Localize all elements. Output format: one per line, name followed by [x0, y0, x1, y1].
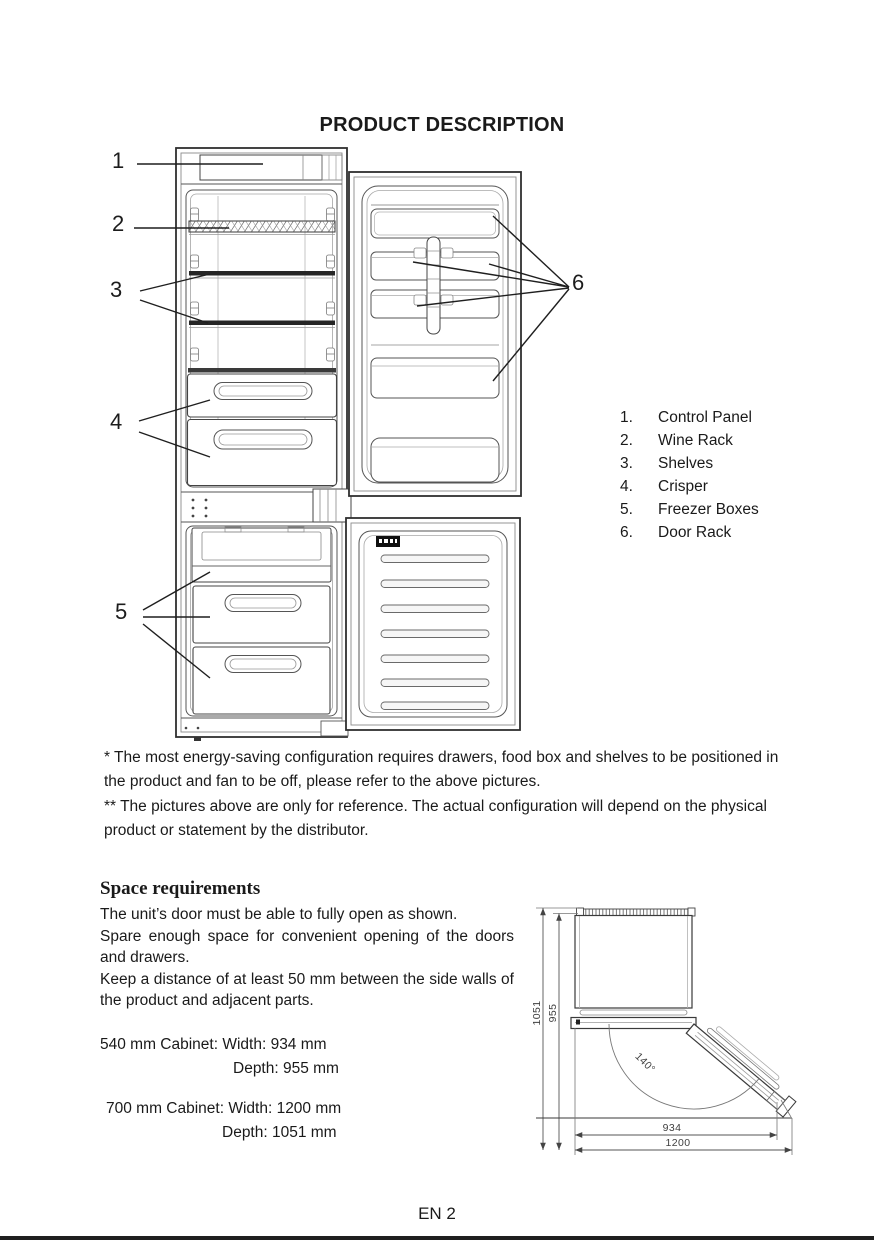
callout-1: 1 — [112, 148, 125, 173]
legend-item-shelves — [620, 453, 759, 476]
cabinet-dimensions — [100, 1033, 341, 1145]
crisper-drawers — [188, 374, 337, 486]
top-view-cabinet — [571, 908, 696, 1029]
callout-5: 5 — [115, 599, 128, 624]
legend-item-wine-rack — [620, 430, 759, 453]
freezer-label — [376, 536, 400, 547]
freezer-door — [346, 518, 520, 730]
dim-width-outer: 1200 — [665, 1137, 691, 1149]
top-view-open-door — [685, 1013, 801, 1117]
legend-item-number: 2. — [620, 431, 633, 449]
page-title: PRODUCT DESCRIPTION — [319, 114, 565, 136]
space-requirements-section — [100, 878, 514, 1012]
callout-2: 2 — [112, 211, 125, 236]
callout-6: 6 — [572, 270, 585, 295]
legend-item-label: Control Panel — [658, 409, 752, 426]
dim-height-outer: 1051 — [531, 1000, 543, 1026]
legend-item-label: Wine Rack — [658, 431, 733, 449]
cabinet-700-width: 700 mm Cabinet: Width: 1200 mm — [106, 1100, 342, 1117]
legend-item-number: 6. — [620, 523, 633, 541]
page-bottom-bar — [0, 1236, 874, 1240]
space-requirements-text-3: Keep a distance of at least 50 mm between the side walls of the product and adjacent parts. — [100, 970, 514, 1010]
door-angle-label: 140° — [632, 1050, 658, 1076]
legend — [620, 407, 759, 544]
legend-item-number: 3. — [620, 454, 633, 472]
callout-3: 3 — [110, 277, 123, 302]
legend-item-label: Shelves — [658, 454, 714, 472]
dim-width-inner: 934 — [662, 1122, 682, 1134]
fridge-door — [349, 172, 521, 496]
footnote-reference: ** The pictures above are only for reference. The actual configuration will depend on the physical product or statement by the distributor. — [104, 797, 767, 839]
space-requirements-text-2: Spare enough space for convenient opening of the doors and drawers. — [100, 927, 514, 967]
footnote-energy-saving: * The most energy-saving configuration requires drawers, food box and shelves to be positioned in the product and fan to be off, please refer to the above pictures. — [104, 749, 779, 791]
legend-item-label: Freezer Boxes — [658, 500, 759, 518]
freezer-boxes — [192, 527, 331, 714]
cabinet-700-depth: Depth: 1051 mm — [222, 1124, 337, 1141]
legend-item-freezer-boxes — [620, 499, 759, 522]
legend-item-number: 5. — [620, 500, 633, 518]
page-number: EN 2 — [418, 1204, 456, 1223]
cabinet-540-depth: Depth: 955 mm — [233, 1060, 339, 1077]
dim-height-inner: 955 — [547, 1003, 559, 1023]
legend-item-label: Door Rack — [658, 523, 732, 541]
legend-item-label: Crisper — [658, 477, 708, 495]
cabinet-body — [176, 148, 351, 741]
footnotes — [104, 746, 788, 843]
cabinet-540-width: 540 mm Cabinet: Width: 934 mm — [100, 1036, 327, 1053]
space-requirements-heading: Space requirements — [100, 878, 261, 899]
legend-item-crisper — [620, 476, 759, 499]
legend-item-number: 1. — [620, 409, 633, 426]
callout-4: 4 — [110, 409, 123, 434]
control-panel — [181, 155, 342, 184]
legend-item-number: 4. — [620, 477, 633, 495]
legend-item-control-panel — [620, 407, 759, 430]
space-requirements-text-1: The unit’s door must be able to fully open as shown. — [100, 906, 458, 923]
fridge-diagram — [100, 140, 600, 750]
legend-item-door-rack — [620, 522, 759, 545]
